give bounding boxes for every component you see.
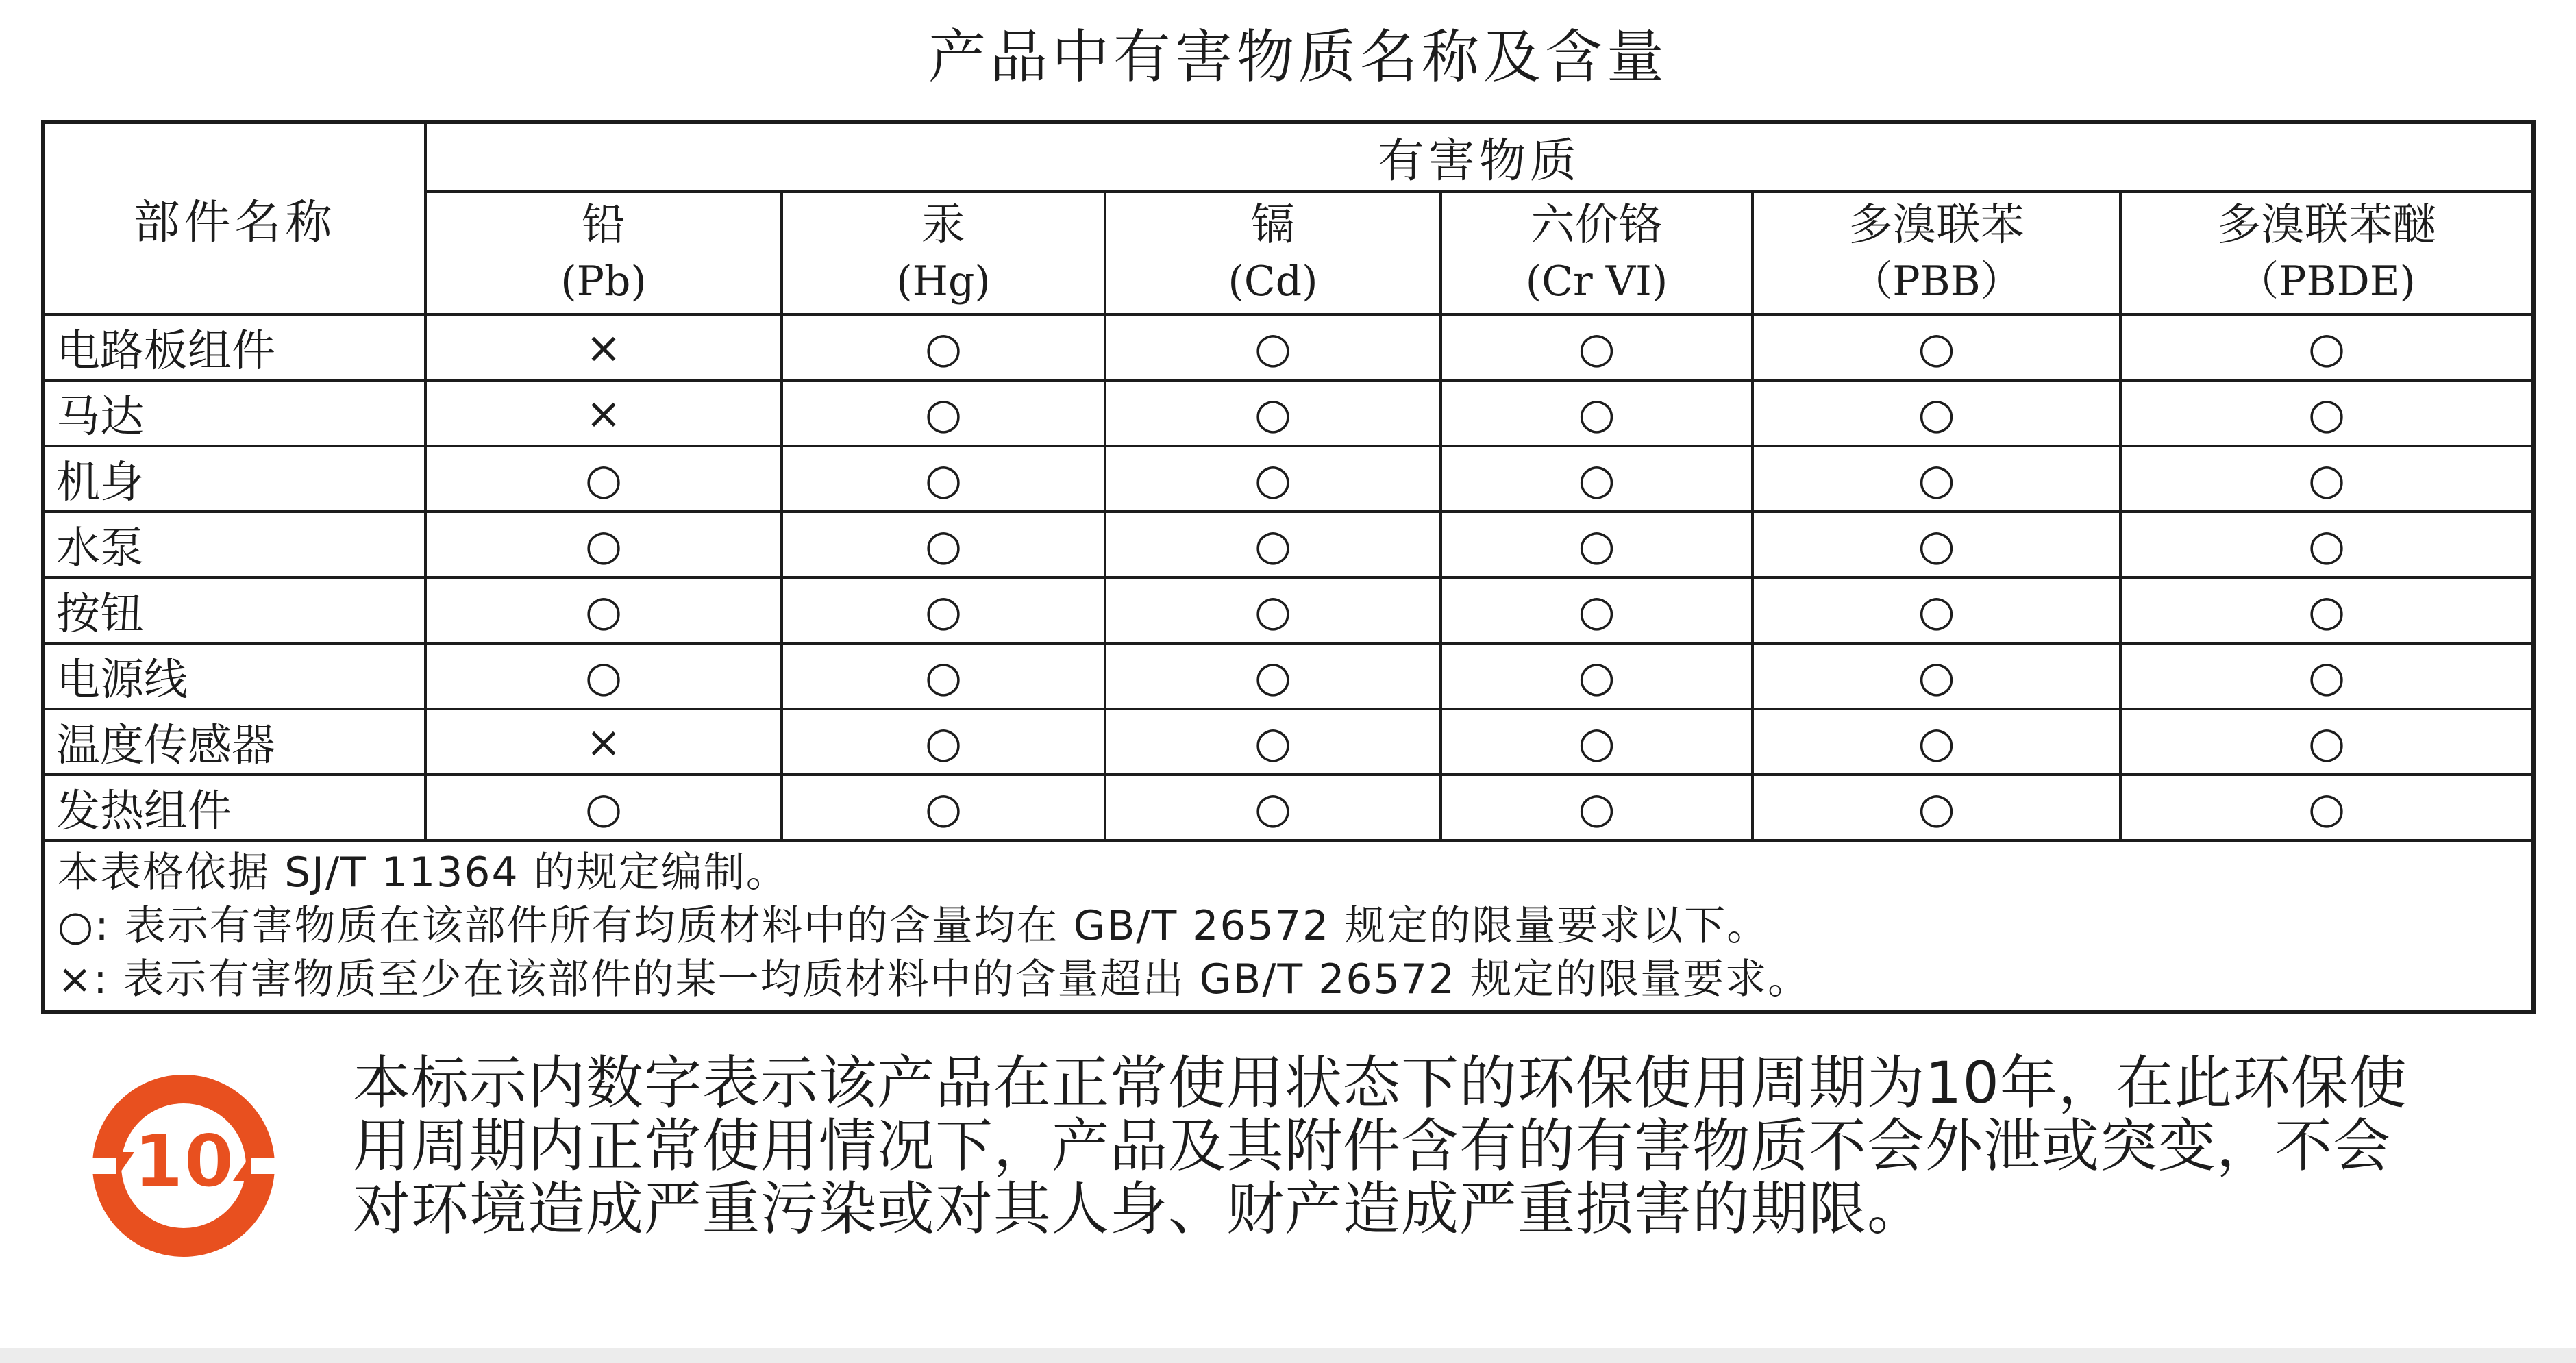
compliance-mark-cell xyxy=(1753,577,2120,643)
compliance-mark: ○ xyxy=(2307,322,2346,373)
compliance-mark-cell xyxy=(1753,709,2120,775)
substance-formula: (Hg) xyxy=(896,257,991,305)
table-row xyxy=(43,577,2534,643)
compliance-mark-cell xyxy=(782,643,1105,709)
compliance-mark-cell xyxy=(1105,709,1441,775)
compliance-mark-cell xyxy=(1441,314,1753,380)
compliance-mark-cell xyxy=(1105,314,1441,380)
substance-formula: （PBB） xyxy=(1851,257,2022,305)
compliance-mark: ○ xyxy=(584,782,623,833)
compliance-mark-cell xyxy=(1753,643,2120,709)
compliance-mark: ○ xyxy=(1254,651,1292,701)
compliance-mark: ○ xyxy=(584,585,623,636)
compliance-mark: ○ xyxy=(924,716,963,767)
compliance-mark-cell xyxy=(425,380,782,446)
note-line: 本表格依据 SJ/T 11364 的规定编制。 xyxy=(58,849,789,897)
compliance-mark: ○ xyxy=(1578,453,1615,504)
compliance-mark-cell xyxy=(2120,577,2534,643)
substance-formula: (Cr VI) xyxy=(1525,257,1668,305)
compliance-mark-cell xyxy=(782,314,1105,380)
substance-formula: （PBDE) xyxy=(2238,257,2416,305)
part-name-cell: 电源线 xyxy=(43,643,425,709)
compliance-mark-cell xyxy=(1753,775,2120,840)
compliance-mark: ○ xyxy=(924,651,963,701)
part-name-cell: 温度传感器 xyxy=(43,709,425,775)
compliance-mark-cell xyxy=(425,446,782,512)
description-line: 用周期内正常使用情况下，产品及其附件含有的有害物质不会外泄或突变，不会 xyxy=(353,1112,2392,1179)
compliance-mark: ○ xyxy=(1918,453,1955,504)
compliance-mark-cell xyxy=(1441,577,1753,643)
compliance-mark: ○ xyxy=(1918,782,1955,833)
table-row xyxy=(43,709,2534,775)
substance-name: 多溴联苯醚 xyxy=(2217,199,2437,251)
compliance-mark: ○ xyxy=(1918,651,1955,701)
description-line: 本标示内数字表示该产品在正常使用状态下的环保使用周期为10年，在此环保使 xyxy=(353,1049,2407,1116)
compliance-mark-cell xyxy=(1441,446,1753,512)
compliance-mark-cell xyxy=(782,577,1105,643)
compliance-mark: ○ xyxy=(1918,322,1955,373)
part-name-cell: 马达 xyxy=(43,380,425,446)
compliance-mark-cell xyxy=(2120,380,2534,446)
compliance-mark: ○ xyxy=(2307,453,2346,504)
substance-formula: (Cd) xyxy=(1228,257,1318,305)
substance-name: 多溴联苯 xyxy=(1848,199,2024,251)
compliance-mark-cell xyxy=(1105,512,1441,577)
compliance-mark: ○ xyxy=(1254,388,1292,438)
compliance-mark: ○ xyxy=(1254,782,1292,833)
table-row xyxy=(43,314,2534,380)
compliance-mark: ○ xyxy=(924,322,963,373)
description-line: 对环境造成严重污染或对其人身、财产造成严重损害的期限。 xyxy=(353,1175,1926,1242)
compliance-mark: ○ xyxy=(924,585,963,636)
compliance-mark-cell xyxy=(2120,314,2534,380)
substance-header xyxy=(425,192,782,314)
compliance-mark: ○ xyxy=(1578,388,1615,438)
part-name-cell: 机身 xyxy=(43,446,425,512)
compliance-mark: ○ xyxy=(1254,519,1292,570)
compliance-mark-cell xyxy=(782,446,1105,512)
part-name-cell: 电路板组件 xyxy=(43,314,425,380)
compliance-mark-cell xyxy=(1105,643,1441,709)
table-row xyxy=(43,380,2534,446)
compliance-mark: ○ xyxy=(2307,782,2346,833)
compliance-mark: × xyxy=(586,388,621,438)
compliance-mark-cell xyxy=(1441,709,1753,775)
epup-10-year-logo-icon xyxy=(81,1063,286,1268)
compliance-mark-cell xyxy=(1105,577,1441,643)
substance-formula: (Pb) xyxy=(560,257,647,305)
compliance-mark: ○ xyxy=(1918,388,1955,438)
part-name-cell: 水泵 xyxy=(43,512,425,577)
compliance-mark: ○ xyxy=(584,519,623,570)
substance-name: 汞 xyxy=(921,199,965,251)
compliance-mark: ○ xyxy=(2307,716,2346,767)
epup-description xyxy=(353,1051,2538,1240)
part-name-cell: 发热组件 xyxy=(43,775,425,840)
substance-header xyxy=(1441,192,1753,314)
compliance-mark: × xyxy=(586,322,621,373)
compliance-mark-cell xyxy=(782,709,1105,775)
compliance-mark: ○ xyxy=(1254,585,1292,636)
part-name-cell: 按钮 xyxy=(43,577,425,643)
table-row xyxy=(43,512,2534,577)
note-line: ○: 表示有害物质在该部件所有均质材料中的含量均在 GB/T 26572 规定的限量要求以下。 xyxy=(58,902,1770,950)
compliance-mark: × xyxy=(586,716,621,767)
substance-header xyxy=(2120,192,2534,314)
table-row xyxy=(43,446,2534,512)
compliance-mark: ○ xyxy=(584,453,623,504)
compliance-mark: ○ xyxy=(1578,322,1615,373)
compliance-mark-cell xyxy=(2120,709,2534,775)
note-line: ×: 表示有害物质至少在该部件的某一均质材料中的含量超出 GB/T 26572 规定的限量要求。 xyxy=(58,955,1811,1003)
compliance-mark-cell xyxy=(782,775,1105,840)
compliance-mark: ○ xyxy=(1254,716,1292,767)
compliance-mark: ○ xyxy=(1918,585,1955,636)
compliance-mark-cell xyxy=(1105,775,1441,840)
compliance-mark-cell xyxy=(1441,380,1753,446)
compliance-mark: ○ xyxy=(924,453,963,504)
compliance-mark-cell xyxy=(425,577,782,643)
compliance-mark-cell xyxy=(1753,446,2120,512)
table-row xyxy=(43,643,2534,709)
compliance-mark: ○ xyxy=(1918,519,1955,570)
compliance-mark: ○ xyxy=(924,388,963,438)
compliance-mark: ○ xyxy=(1578,651,1615,701)
substance-name: 六价铬 xyxy=(1531,199,1663,251)
compliance-mark: ○ xyxy=(2307,651,2346,701)
compliance-mark: ○ xyxy=(2307,388,2346,438)
compliance-mark: ○ xyxy=(924,519,963,570)
compliance-mark-cell xyxy=(1441,775,1753,840)
compliance-mark: ○ xyxy=(1578,716,1615,767)
compliance-mark-cell xyxy=(1753,314,2120,380)
compliance-mark-cell xyxy=(425,314,782,380)
compliance-mark-cell xyxy=(1753,380,2120,446)
table-body xyxy=(43,314,2534,840)
table-row xyxy=(43,775,2534,840)
compliance-mark: ○ xyxy=(1578,782,1615,833)
compliance-mark: ○ xyxy=(1918,716,1955,767)
substance-name: 镉 xyxy=(1251,199,1295,251)
compliance-mark-cell xyxy=(782,512,1105,577)
substance-header xyxy=(1753,192,2120,314)
compliance-mark-cell xyxy=(425,775,782,840)
compliance-mark-cell xyxy=(782,380,1105,446)
compliance-mark: ○ xyxy=(584,651,623,701)
hazardous-substance-header: 有害物质 xyxy=(425,122,2534,192)
substance-header xyxy=(1105,192,1441,314)
table-notes xyxy=(43,840,2534,1012)
substance-header xyxy=(782,192,1105,314)
page-title: 产品中有害物质名称及含量 xyxy=(928,23,1668,90)
compliance-mark: ○ xyxy=(1578,585,1615,636)
compliance-mark: ○ xyxy=(1254,453,1292,504)
part-name-header: 部件名称 xyxy=(43,122,425,314)
compliance-mark: ○ xyxy=(1578,519,1615,570)
bottom-band xyxy=(0,1348,2576,1363)
compliance-mark-cell xyxy=(1105,380,1441,446)
compliance-mark: ○ xyxy=(2307,585,2346,636)
compliance-mark-cell xyxy=(2120,512,2534,577)
compliance-mark-cell xyxy=(2120,643,2534,709)
compliance-mark-cell xyxy=(425,709,782,775)
hazardous-substance-table xyxy=(41,120,2536,1014)
compliance-mark-cell xyxy=(2120,446,2534,512)
epup-years-label: 10 xyxy=(133,1119,234,1203)
compliance-mark: ○ xyxy=(2307,519,2346,570)
compliance-mark-cell xyxy=(1441,643,1753,709)
compliance-mark-cell xyxy=(425,512,782,577)
compliance-mark-cell xyxy=(1105,446,1441,512)
substance-name: 铅 xyxy=(582,199,626,251)
compliance-mark-cell xyxy=(1753,512,2120,577)
compliance-mark: ○ xyxy=(1254,322,1292,373)
compliance-mark: ○ xyxy=(924,782,963,833)
compliance-mark-cell xyxy=(2120,775,2534,840)
compliance-mark-cell xyxy=(425,643,782,709)
compliance-mark-cell xyxy=(1441,512,1753,577)
